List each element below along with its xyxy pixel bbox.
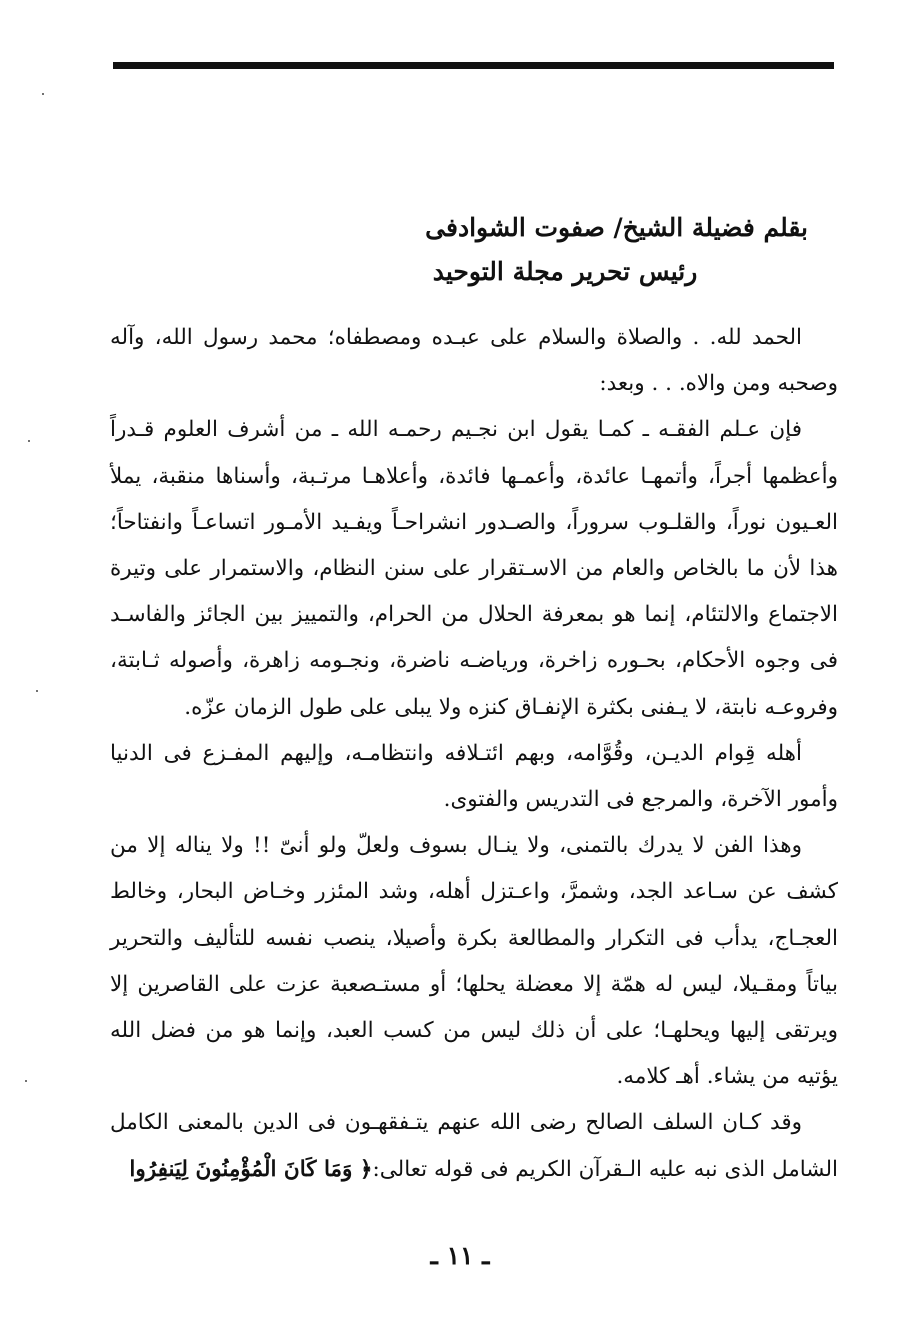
paragraph-opening: الحمد لله. . والصلاة والسلام على عبـده ومصطفاه؛ محمد رسول الله، وآله وصحبه ومن والاه. . . وبعد: <box>110 325 838 397</box>
paragraph-salaf-text: وقد كـان السلف الصالح رضى الله عنهم يتـفقهـون فى الدين بالمعنى الكامل الشامل الذى نبه عليه الـقرآن الكريم فى قوله تعالى: <box>110 1110 838 1182</box>
paragraph-people-of-fiqh: أهله قِوام الديـن، وقُوَّامه، وبهم ائتـلافه وانتظامـه، وإليهم المفـزع فى الدنيا وأمور الآخرة، والمرجع فى التدريس والفتوى. <box>110 740 838 813</box>
paragraph-salaf <box>110 1100 838 1192</box>
scan-speck <box>25 1080 27 1082</box>
scan-speck <box>36 690 38 692</box>
quran-verse: ﴿ وَمَا كَانَ الْمُؤْمِنُونَ لِيَنفِرُوا <box>129 1156 373 1182</box>
scan-speck <box>28 440 30 442</box>
editor-title-line: رئيس تحرير مجلة التوحيد <box>432 257 698 286</box>
top-rule <box>113 62 834 69</box>
paragraph-fiqh-merit: فإن عـلم الفقـه ـ كمـا يقول ابن نجـيم رحمـه الله ـ من أشرف العلوم قـدراً وأعظمها أجراً، وأتمهـا عائدة، وأعمـها فائدة، وأعلاهـا مرتـبة، وأسناها منقبة، يملأ العـيون نوراً، والقلـوب سروراً، والصـدور انشراحـاً ويفـيد الأمـور اتساعـاً وانفتاحاً؛ هذا لأن ما بالخاص والعام من الاسـتقرار على سنن النظام، والاستمرار على وتيرة الاجتماع والالتئام، إنما هو بمعرفة الحلال من الحرام، والتمييز بين الجائز والفاسـد فى وجوه الأحكام، بحـوره زاخرة، ورياضـه ناضرة، ونجـومه زاهرة، وأصوله ثـابتة، وفروعـه نابتة، لا يـفنى بكثرة الإنفـاق كنزه ولا يبلى على طول الزمان عزّه. <box>110 417 838 720</box>
page-number: ـ ١١ ـ <box>430 1241 490 1270</box>
scan-speck <box>42 93 44 95</box>
article-body <box>110 315 838 1193</box>
paragraph-attaining-fiqh: وهذا الفن لا يدرك بالتمنى، ولا ينـال بسوف ولعلّ ولو أنىّ !! ولا يناله إلا من كشف عن سـاعد الجد، وشمرَّ، واعـتزل أهله، وشد المئزر وخـاض البحار، وخالط العجـاج، يدأب فى التكرار والمطالعة بكرة وأصيلا، ينصب نفسه للتأليف والتحرير بياتاً ومقـيلا، ليس له همّة إلا معضلة يحلها؛ أو مستـصعبة عزت على القاصرين إلا ويرتقى إليها ويحلهـا؛ على أن ذلك ليس من كسب العبد، وإنما هو من فضل الله يؤتيه من يشاء. أهـ كلامه. <box>110 833 838 1090</box>
author-line: بقلم فضيلة الشيخ/ صفوت الشوادفى <box>425 213 808 242</box>
